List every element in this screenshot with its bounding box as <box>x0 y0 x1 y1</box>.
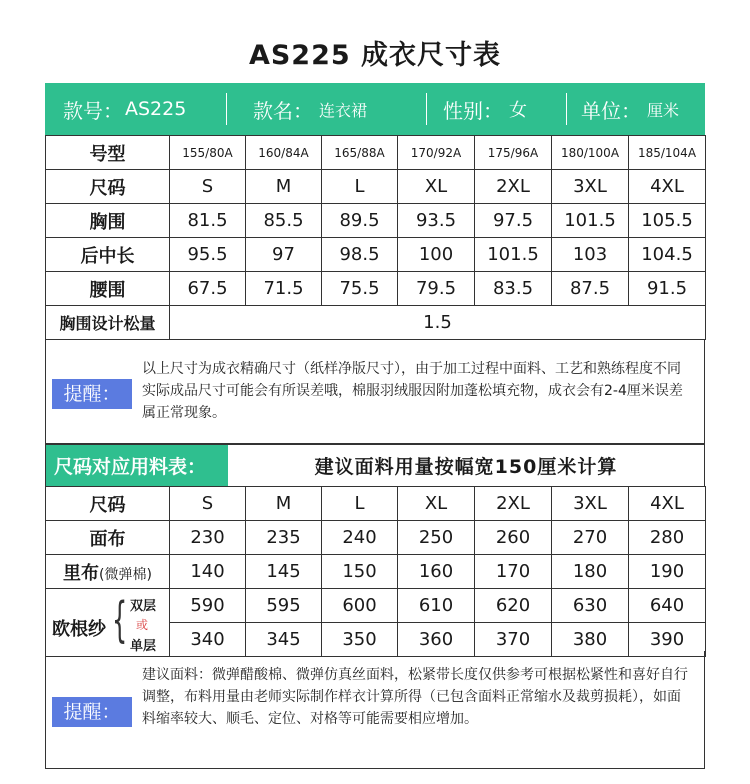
name-label: 款名： <box>253 98 313 123</box>
bust-cell: 97.5 <box>475 204 552 238</box>
size-cell: 3XL <box>552 170 629 204</box>
size-cell: 2XL <box>475 487 552 521</box>
row-header-model: 号型 <box>46 136 170 170</box>
length-cell: 101.5 <box>475 238 552 272</box>
lining-cell: 145 <box>246 555 322 589</box>
note-box-1 <box>45 339 705 444</box>
table-row <box>46 589 706 623</box>
model-cell: 170/92A <box>398 136 475 170</box>
table-row <box>46 170 706 204</box>
gender-value: 女 <box>509 100 527 121</box>
size-cell: M <box>246 170 322 204</box>
name-cell <box>227 83 427 135</box>
bust-cell: 85.5 <box>246 204 322 238</box>
bust-cell: 105.5 <box>629 204 706 238</box>
organza-single-cell: 345 <box>246 623 322 657</box>
organza-double-cell: 620 <box>475 589 552 623</box>
organza-single-cell: 360 <box>398 623 475 657</box>
lining-cell: 190 <box>629 555 706 589</box>
main-fabric-cell: 280 <box>629 521 706 555</box>
organza-double-label: 双层 <box>130 599 157 614</box>
length-cell: 95.5 <box>170 238 246 272</box>
reminder-badge: 提醒： <box>52 379 132 409</box>
table-row <box>46 306 706 340</box>
waist-cell: 79.5 <box>398 272 475 306</box>
length-cell: 98.5 <box>322 238 398 272</box>
bust-cell: 93.5 <box>398 204 475 238</box>
organza-single-cell: 390 <box>629 623 706 657</box>
organza-or-label: 或 <box>136 618 149 632</box>
main-fabric-cell: 235 <box>246 521 322 555</box>
row-header-ease: 胸围设计松量 <box>46 306 170 340</box>
fabric-band <box>45 444 705 486</box>
lining-cell: 140 <box>170 555 246 589</box>
gender-label: 性别： <box>443 98 503 123</box>
size-cell: 4XL <box>629 487 706 521</box>
size-cell: S <box>170 170 246 204</box>
main-fabric-cell: 250 <box>398 521 475 555</box>
size-cell: L <box>322 170 398 204</box>
bust-cell: 89.5 <box>322 204 398 238</box>
style-no-label: 款号： <box>63 98 123 123</box>
waist-cell: 75.5 <box>322 272 398 306</box>
lining-label: 里布 <box>63 562 100 584</box>
size-cell: 2XL <box>475 170 552 204</box>
length-cell: 104.5 <box>629 238 706 272</box>
model-cell: 155/80A <box>170 136 246 170</box>
model-cell: 175/96A <box>475 136 552 170</box>
model-cell: 180/100A <box>552 136 629 170</box>
organza-single-label: 单层 <box>130 639 157 654</box>
gender-cell <box>427 83 567 135</box>
organza-single-cell: 350 <box>322 623 398 657</box>
size-cell: XL <box>398 170 475 204</box>
unit-value: 厘米 <box>647 100 680 120</box>
waist-cell: 71.5 <box>246 272 322 306</box>
main-fabric-cell: 270 <box>552 521 629 555</box>
waist-cell: 67.5 <box>170 272 246 306</box>
row-header-size: 尺码 <box>46 487 170 521</box>
main-fabric-cell: 230 <box>170 521 246 555</box>
organza-single-cell: 380 <box>552 623 629 657</box>
organza-single-cell: 370 <box>475 623 552 657</box>
fabric-tag: 尺码对应用料表： <box>46 445 228 486</box>
lining-cell: 170 <box>475 555 552 589</box>
organza-double-cell: 610 <box>398 589 475 623</box>
row-header-main-fabric: 面布 <box>46 521 170 555</box>
model-cell: 165/88A <box>322 136 398 170</box>
page-title: AS225 成衣尺寸表 <box>248 40 502 71</box>
organza-double-cell: 595 <box>246 589 322 623</box>
model-cell: 160/84A <box>246 136 322 170</box>
row-header-waist: 腰围 <box>46 272 170 306</box>
style-no-value: AS225 <box>125 98 187 120</box>
table-row <box>46 487 706 521</box>
organza-double-cell: 590 <box>170 589 246 623</box>
table-row <box>46 521 706 555</box>
size-cell: L <box>322 487 398 521</box>
reminder-badge: 提醒： <box>52 697 132 727</box>
bust-cell: 101.5 <box>552 204 629 238</box>
length-cell: 100 <box>398 238 475 272</box>
model-cell: 185/104A <box>629 136 706 170</box>
organza-label: 欧根纱 <box>52 619 106 640</box>
size-cell: M <box>246 487 322 521</box>
brace-icon: { <box>112 592 128 648</box>
row-header-length: 后中长 <box>46 238 170 272</box>
name-value: 连衣裙 <box>319 100 368 120</box>
organza-double-cell: 600 <box>322 589 398 623</box>
size-cell: XL <box>398 487 475 521</box>
bust-cell: 81.5 <box>170 204 246 238</box>
fabric-table <box>45 486 706 657</box>
table-row <box>46 555 706 589</box>
style-no-cell <box>45 83 227 135</box>
table-row <box>46 136 706 170</box>
unit-cell <box>567 83 705 135</box>
row-header-lining <box>46 555 170 589</box>
table-row <box>46 204 706 238</box>
fabric-calc-note: 建议面料用量按幅宽150厘米计算 <box>314 456 618 478</box>
lining-cell: 150 <box>322 555 398 589</box>
note-box-2 <box>45 651 705 769</box>
waist-cell: 91.5 <box>629 272 706 306</box>
size-cell: S <box>170 487 246 521</box>
waist-cell: 83.5 <box>475 272 552 306</box>
table-row <box>46 238 706 272</box>
row-header-organza <box>46 589 170 657</box>
main-fabric-cell: 260 <box>475 521 552 555</box>
waist-cell: 87.5 <box>552 272 629 306</box>
header-band <box>45 83 705 135</box>
unit-label: 单位： <box>581 98 641 123</box>
lining-cell: 180 <box>552 555 629 589</box>
main-fabric-cell: 240 <box>322 521 398 555</box>
organza-double-cell: 640 <box>629 589 706 623</box>
length-cell: 97 <box>246 238 322 272</box>
row-header-size: 尺码 <box>46 170 170 204</box>
length-cell: 103 <box>552 238 629 272</box>
ease-cell: 1.5 <box>170 306 706 340</box>
row-header-bust: 胸围 <box>46 204 170 238</box>
size-cell: 3XL <box>552 487 629 521</box>
organza-single-cell: 340 <box>170 623 246 657</box>
table-row <box>46 272 706 306</box>
size-table <box>45 135 706 340</box>
lining-cell: 160 <box>398 555 475 589</box>
lining-sub-label: (微弹棉) <box>99 566 152 583</box>
note-text-1: 以上尺寸为成衣精确尺寸（纸样净版尺寸），由于加工过程中面料、工艺和熟练程度不同实际成品尺寸可能会有所误差哦，棉服羽绒服因附加蓬松填充物，成衣会有2-4厘米误差属正常现象。 <box>142 361 683 421</box>
organza-double-cell: 630 <box>552 589 629 623</box>
size-cell: 4XL <box>629 170 706 204</box>
note-text-2: 建议面料：微弹醋酸棉、微弹仿真丝面料，松紧带长度仅供参考可根据松紧性和喜好自行调整，布料用量由老师实际制作样衣计算所得（已包含面料正常缩水及裁剪损耗），如面料缩率较大、顺毛、定位、对格等可能需要相应增加。 <box>142 667 688 727</box>
